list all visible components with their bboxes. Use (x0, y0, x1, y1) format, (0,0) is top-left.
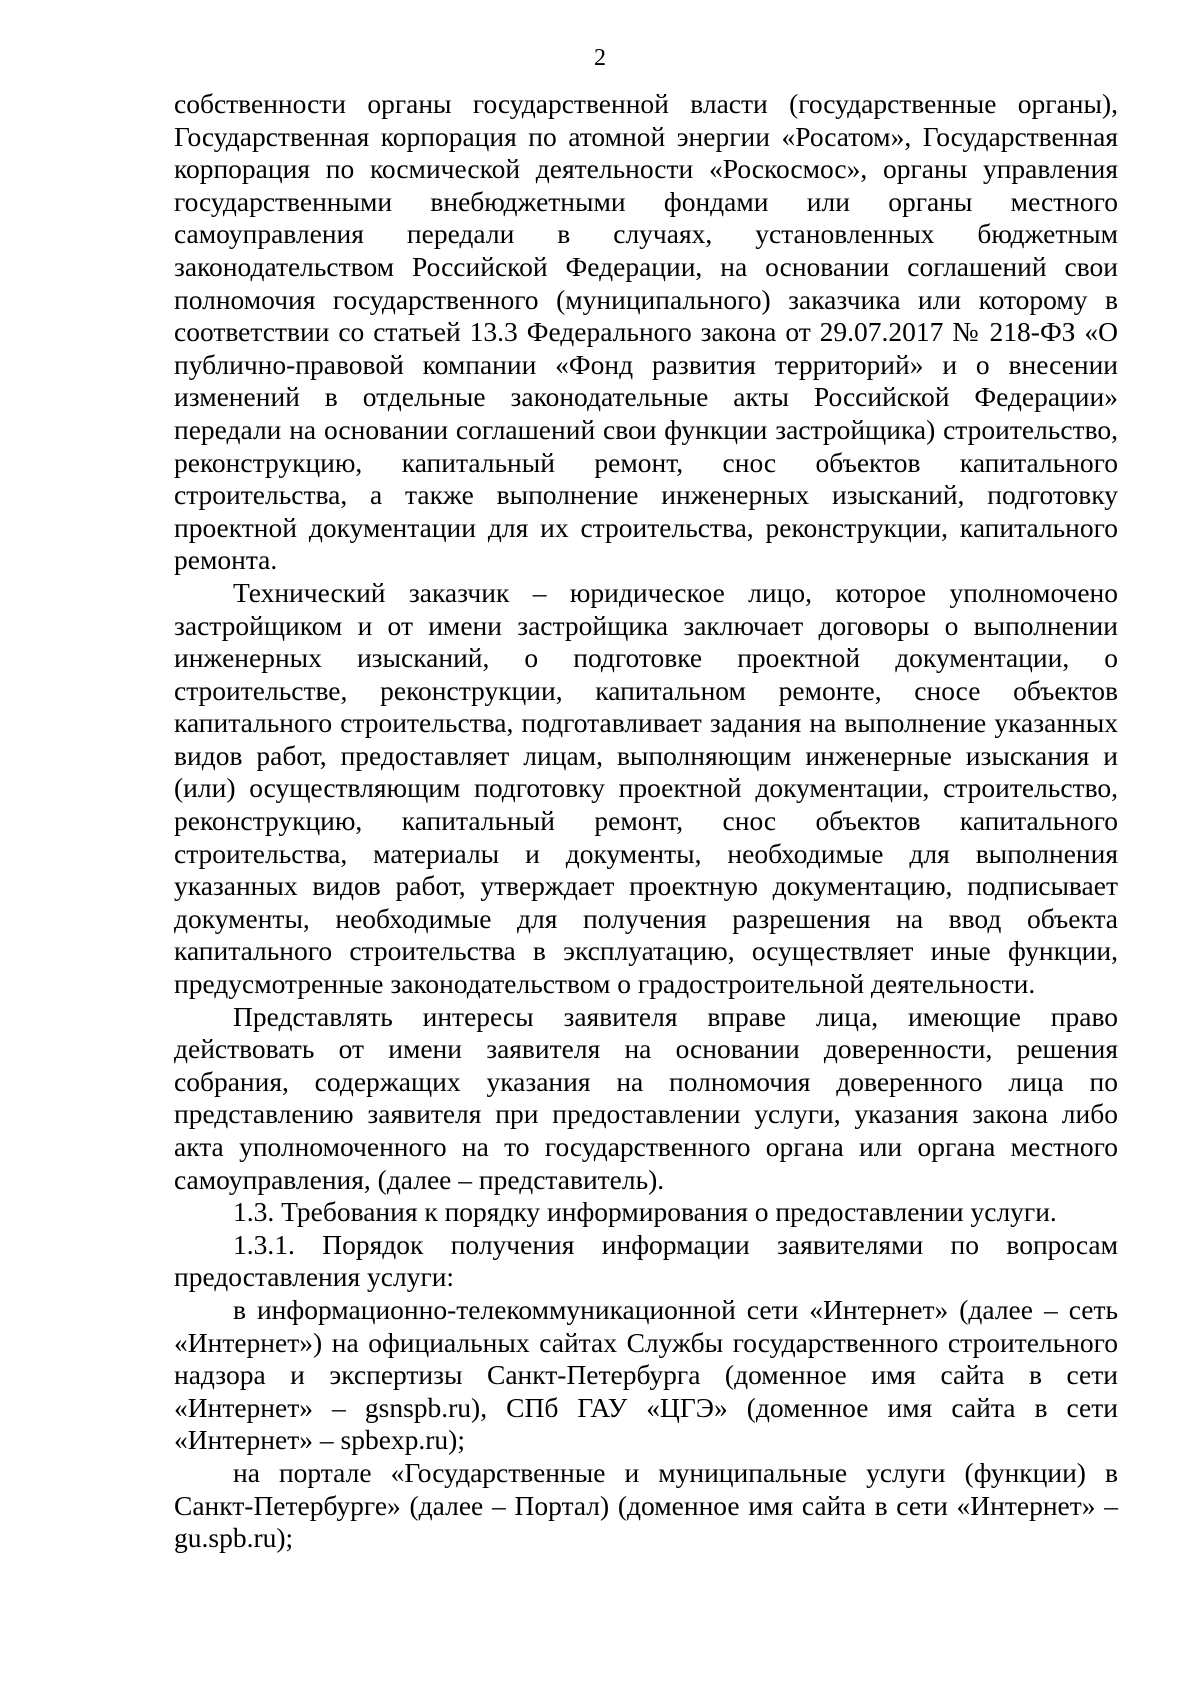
page-number: 2 (594, 45, 606, 71)
paragraph-technical-customer: Технический заказчик – юридическое лицо, которое уполномочено застройщиком и от имени застройщика заключает договоры о выполнении инженерных изысканий, о подготовке проектной документации, о строительстве, реконструкции, капитальном ремонте, сносе объектов капитального строительства, подготавливает задания на выполнение указанных видов работ, предоставляет лицам, выполняющим инженерные изыскания и (или) осуществляющим подготовку проектной документации, строительство, реконструкцию, капитальный ремонт, снос объектов капитального строительства, материалы и документы, необходимые для выполнения указанных видов работ, утверждает проектную документацию, подписывает документы, необходимые для получения разрешения на ввод объекта капитального строительства в эксплуатацию, осуществляет иные функции, предусмотренные законодательством о градостроительной деятельности. (174, 576, 1118, 1000)
paragraph-ownership-authorities: собственности органы государственной власти (государственные органы), Государственная корпорация по атомной энергии «Росатом», Государственная корпорация по космической деятельности «Роскосмос», органы управления государственными внебюджетными фондами или органы местного самоуправления передали в случаях, установленных бюджетным законодательством Российской Федерации, на основании соглашений свои полномочия государственного (муниципального) заказчика или которому в соответствии со статьей 13.3 Федерального закона от 29.07.2017 № 218-ФЗ «О публично-правовой компании «Фонд развития территорий» и о внесении изменений в отдельные законодательные акты Российской Федерации» передали на основании соглашений свои функции застройщика) строительство, реконструкцию, капитальный ремонт, снос объектов капитального строительства, а также выполнение инженерных изысканий, подготовку проектной документации для их строительства, реконструкции, капитального ремонта. (174, 88, 1118, 576)
paragraph-portal: на портале «Государственные и муниципальные услуги (функции) в Санкт-Петербурге» (далее – Портал) (доменное имя сайта в сети «Интернет» – gu.spb.ru); (174, 1456, 1118, 1554)
paragraph-section-1-3-1: 1.3.1. Порядок получения информации заявителями по вопросам предоставления услуги: (174, 1228, 1118, 1293)
paragraph-representative: Представлять интересы заявителя вправе лица, имеющие право действовать от имени заявителя на основании доверенности, решения собрания, содержащих указания на полномочия доверенного лица по представлению заявителя при предоставлении услуги, указания закона либо акта уполномоченного на то государственного органа или органа местного самоуправления, (далее – представитель). (174, 1000, 1118, 1195)
paragraph-section-1-3: 1.3. Требования к порядку информирования о предоставлении услуги. (233, 1196, 1057, 1228)
paragraph-internet-sites: в информационно-телекоммуникационной сети «Интернет» (далее – сеть «Интернет») на официальных сайтах Службы государственного строительного надзора и экспертизы Санкт-Петербурга (доменное имя сайта в сети «Интернет» – gsnspb.ru), СПб ГАУ «ЦГЭ» (доменное имя сайта в сети «Интернет» – spbexp.ru); (174, 1293, 1118, 1456)
document-body (174, 88, 1118, 1555)
